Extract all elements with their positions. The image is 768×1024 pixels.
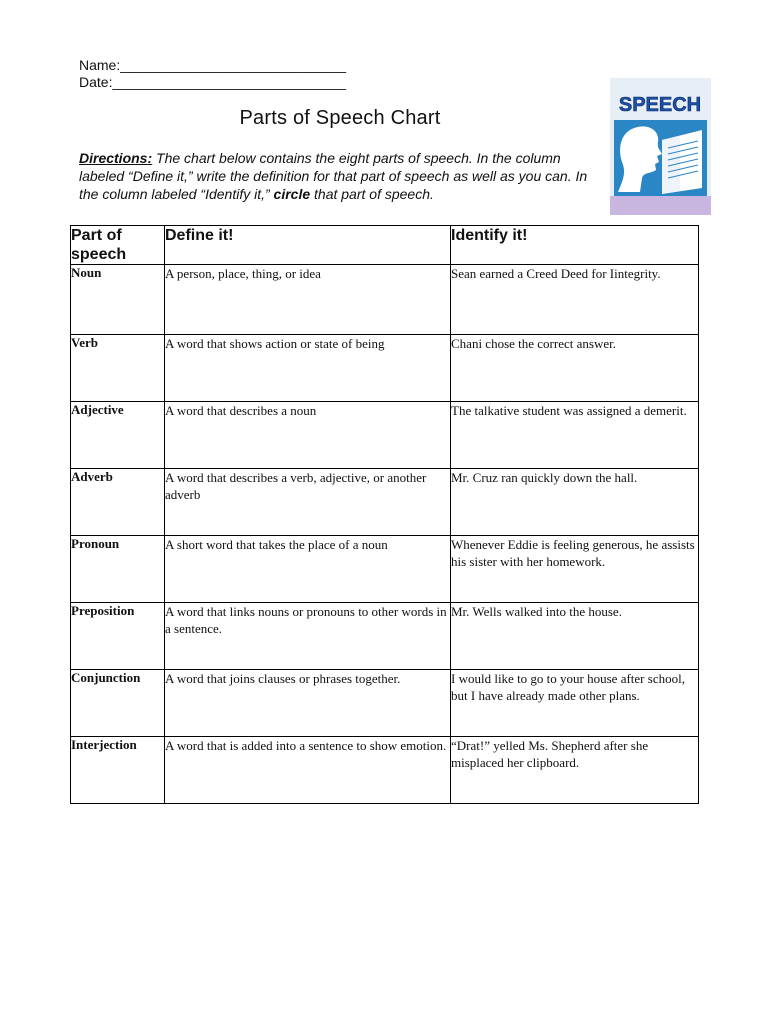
example-sentence[interactable]: I would like to go to your house after school, but I have already made other plans. xyxy=(451,670,699,737)
header-identify-it: Identify it! xyxy=(451,226,699,265)
part-name: Preposition xyxy=(71,603,165,670)
definition-cell: A short word that takes the place of a noun xyxy=(165,536,451,603)
example-sentence[interactable]: The talkative student was assigned a demerit. xyxy=(451,402,699,469)
logo-text: SPEECH xyxy=(618,94,702,116)
part-name: Adverb xyxy=(71,469,165,536)
table-row xyxy=(71,402,699,469)
table-row xyxy=(71,737,699,804)
part-name: Verb xyxy=(71,335,165,402)
header-part-of-speech: Part of speech xyxy=(71,226,165,265)
parts-of-speech-table xyxy=(70,225,699,804)
definition-cell: A word that links nouns or pronouns to other words in a sentence. xyxy=(165,603,451,670)
definition-cell: A word that describes a noun xyxy=(165,402,451,469)
table-row xyxy=(71,536,699,603)
part-name: Adjective xyxy=(71,402,165,469)
example-sentence[interactable]: Mr. Cruz ran quickly down the hall. xyxy=(451,469,699,536)
example-sentence[interactable]: Whenever Eddie is feeling generous, he assists his sister with her homework. xyxy=(451,536,699,603)
part-name: Conjunction xyxy=(71,670,165,737)
name-line: Name:_____________________________ xyxy=(79,57,347,73)
header-define-it: Define it! xyxy=(165,226,451,265)
speech-logo-image xyxy=(610,78,711,215)
definition-cell: A word that describes a verb, adjective, or another adverb xyxy=(165,469,451,536)
definition-cell: A word that shows action or state of being xyxy=(165,335,451,402)
definition-cell: A word that is added into a sentence to show emotion. xyxy=(165,737,451,804)
example-sentence[interactable]: Mr. Wells walked into the house. xyxy=(451,603,699,670)
part-name: Pronoun xyxy=(71,536,165,603)
table-row xyxy=(71,603,699,670)
directions-text-1: The chart below contains the eight parts of speech. In the column labeled “Define it,” write the definition for that part of speech as well as you can. In the column labeled “Identify it,” xyxy=(79,150,588,202)
example-sentence[interactable]: Sean earned a Creed Deed for Iintegrity. xyxy=(451,265,699,335)
definition-cell: A person, place, thing, or idea xyxy=(165,265,451,335)
table-header-row xyxy=(71,226,699,265)
table-row xyxy=(71,670,699,737)
speech-logo-graphic xyxy=(610,78,711,215)
directions-emphasis: circle xyxy=(273,186,311,202)
directions-label: Directions: xyxy=(79,150,153,166)
example-sentence[interactable]: “Drat!” yelled Ms. Shepherd after she misplaced her clipboard. xyxy=(451,737,699,804)
directions-text-2: that part of speech. xyxy=(310,186,434,202)
directions-paragraph xyxy=(79,149,604,203)
table-row xyxy=(71,335,699,402)
definition-cell: A word that joins clauses or phrases together. xyxy=(165,670,451,737)
date-line: Date:______________________________ xyxy=(79,74,347,90)
page-title: Parts of Speech Chart xyxy=(239,107,441,129)
example-sentence[interactable]: Chani chose the correct answer. xyxy=(451,335,699,402)
part-name: Interjection xyxy=(71,737,165,804)
student-info-lines xyxy=(79,57,346,91)
part-name: Noun xyxy=(71,265,165,335)
table-row xyxy=(71,469,699,536)
table-row xyxy=(71,265,699,335)
